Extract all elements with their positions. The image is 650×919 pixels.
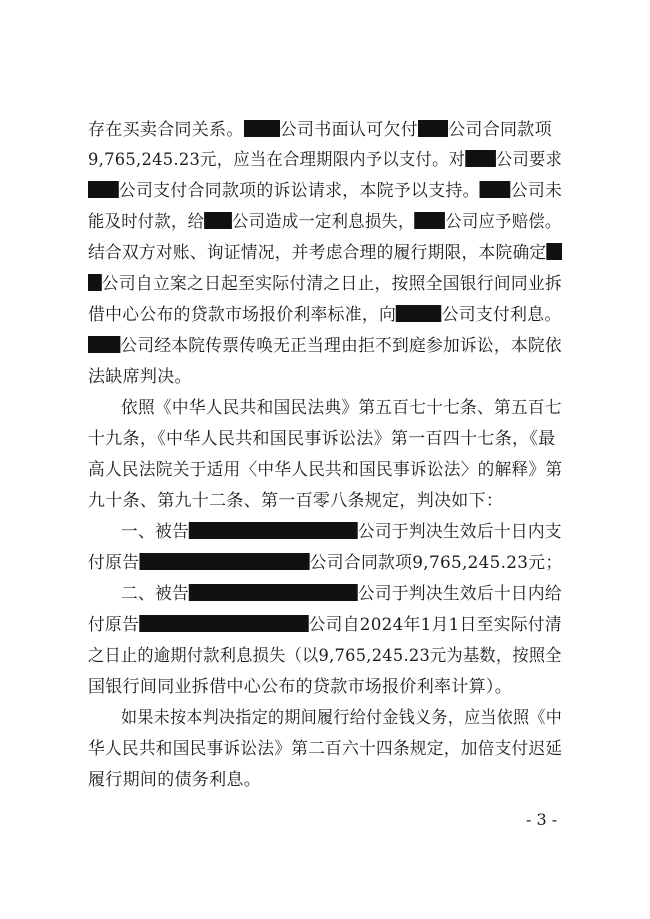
redaction-box <box>244 120 280 137</box>
paragraph-line: 借中心公布的贷款市场报价利率标准，向 公司支付利息。 <box>88 305 562 325</box>
paragraph-line: 履行期间的债务利息。 <box>88 770 261 790</box>
paragraph-line: 九十条、第九十二条、第一百零八条规定，判决如下： <box>88 491 504 511</box>
redaction-box <box>396 305 442 322</box>
redaction-box <box>139 615 308 632</box>
paragraph-line: 法缺席判决。 <box>88 367 192 387</box>
redaction-box <box>480 181 511 198</box>
paragraph-line: 存在买卖合同关系。 公司书面认可欠付 公司合同款项 <box>88 120 552 140</box>
redaction-box <box>189 584 358 601</box>
redaction-box <box>204 212 232 229</box>
redaction-box <box>415 212 446 229</box>
paragraph-line: 高人民法院关于适用〈中华人民共和国民事诉讼法〉的解释》第 <box>88 460 563 480</box>
paragraph-line: 依照《中华人民共和国民法典》第五百七十七条、第五百七 <box>121 398 562 418</box>
redaction-box <box>88 181 119 198</box>
paragraph-line: 结合双方对账、询证情况，并考虑合理的履行期限，本院确定 <box>88 242 562 264</box>
paragraph-line: 公司支付合同款项的诉讼请求，本院予以支持。 公司未 <box>88 180 562 202</box>
page-number: - 3 - <box>526 810 558 829</box>
redaction-box <box>189 522 358 539</box>
redaction-box <box>546 243 562 260</box>
paragraph-line: 一、被告 公司于判决生效后十日内支 <box>121 522 562 542</box>
paragraph-line: 之日止的逾期付款利息损失（以9,765,245.23元为基数，按照全 <box>88 646 562 666</box>
paragraph-line: 能及时付款，给 公司造成一定利息损失， 公司应予赔偿。 <box>88 212 562 232</box>
redaction-box <box>418 120 448 137</box>
paragraph-line: 国银行间同业拆借中心公布的贷款市场报价利率计算）。 <box>88 677 512 697</box>
paragraph-line: 十九条，《中华人民共和国民事诉讼法》第一百四十七条，《最 <box>88 429 556 449</box>
paragraph-line: 公司经本院传票传唤无正当理由拒不到庭参加诉讼，本院依 <box>88 335 562 357</box>
paragraph-line: 9,765,245.23元，应当在合理期限内予以支付。对 公司要求 <box>88 150 563 170</box>
paragraph-line: 二、被告 公司于判决生效后十日内给 <box>121 584 562 604</box>
paragraph-line: 如果未按本判决指定的期间履行给付金钱义务，应当依照《中 <box>121 708 563 728</box>
paragraph-line: 公司自立案之日起至实际付清之日止，按照全国银行间同业拆 <box>88 273 562 295</box>
paragraph-line: 付原告 公司自2024年1月1日至实际付清 <box>88 615 562 635</box>
paragraph-line: 华人民共和国民事诉讼法》第二百六十四条规定，加倍支付迟延 <box>88 739 563 759</box>
redaction-box <box>88 336 120 353</box>
redaction-box <box>465 150 496 167</box>
redaction-box <box>139 553 309 570</box>
paragraph-line: 付原告 公司合同款项9,765,245.23元； <box>88 553 563 573</box>
redaction-box <box>88 274 102 291</box>
